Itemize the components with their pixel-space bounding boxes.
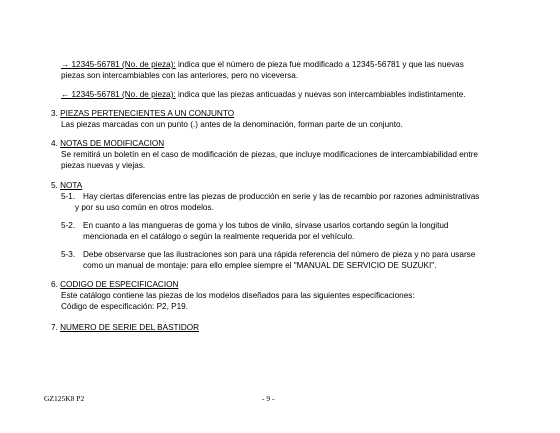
note-5-3-num: 5-3. <box>61 250 76 259</box>
section-7-heading <box>51 322 199 333</box>
note-5-1-line-2: y por su uso común en otros modelos. <box>75 203 214 212</box>
arrow-left-code: ← 12345-56781 (No. de pieza): <box>61 90 176 99</box>
section-number: 4. <box>51 139 58 148</box>
section-title: NOTA <box>60 181 83 190</box>
section-number: 5. <box>51 181 58 190</box>
footer-page-number: - 9 - <box>262 394 275 403</box>
section-title: PIEZAS PERTENECIENTES A UN CONJUNTO <box>60 109 235 118</box>
section-3-text: Las piezas marcadas con un punto (.) antes de la denominación, forman parte de un conjunto. <box>61 120 403 129</box>
section-6-text-line-2: Código de especificación: P2, P19. <box>61 302 188 311</box>
note-5-1-num: 5-1. <box>61 192 76 201</box>
note-5-3-line-1: Debe observarse que las ilustraciones son para una rápida referencia del número de pieza y no para usarse <box>83 250 476 259</box>
arrow-left-text: indica que las piezas anticuadas y nuevas son intercambiables indistintamente. <box>175 90 466 99</box>
section-4-heading <box>51 138 164 149</box>
arrow-right-text-cont: piezas son intercambiables con las anteriores, pero no viceversa. <box>61 71 299 80</box>
section-number: 3. <box>51 109 58 118</box>
arrow-left-line <box>61 89 466 100</box>
section-3-heading <box>51 108 234 119</box>
section-title: NOTAS DE MODIFICACION <box>60 139 165 148</box>
note-5-2-num: 5-2. <box>61 221 76 230</box>
note-5-1-line-1: Hay ciertas diferencias entre las piezas de producción en serie y las de recambio por razones administrativas <box>83 192 480 201</box>
section-5-heading <box>51 180 82 191</box>
section-4-text-line-1: Se remitirá un boletín en el caso de modificación de piezas, que incluye modificaciones de intercambiabilidad entre <box>61 150 478 159</box>
footer-model: GZ125K8 P2 <box>44 394 85 403</box>
note-5-3-line-2: como un manual de montaje: para ello emplee siempre el "MANUAL DE SERVICIO DE SUZUKI". <box>83 261 437 270</box>
note-5-2-line-2: mencionada en el catálogo o según la realmente requerida por el vehículo. <box>83 232 355 241</box>
arrow-right-line <box>61 59 464 70</box>
section-title: NUMERO DE SERIE DEL BASTIDOR <box>60 323 200 332</box>
section-number: 7. <box>51 323 58 332</box>
section-title: CODIGO DE ESPECIFICACION <box>60 280 179 289</box>
section-4-text-line-2: piezas nuevas y viejas. <box>61 161 146 170</box>
section-number: 6. <box>51 280 58 289</box>
section-6-text-line-1: Este catálogo contiene las piezas de los modelos diseñados para las siguientes especificaciones: <box>61 291 415 300</box>
note-5-2-line-1: En cuanto a las mangueras de goma y los tubos de vinilo, sírvase usarlos cortando según la longitud <box>83 221 449 230</box>
arrow-right-code: → 12345-56781 (No. de pieza): <box>61 60 176 69</box>
section-6-heading <box>51 279 178 290</box>
arrow-right-text: indica que el número de pieza fue modificado a 12345-56781 y que las nuevas <box>175 60 464 69</box>
